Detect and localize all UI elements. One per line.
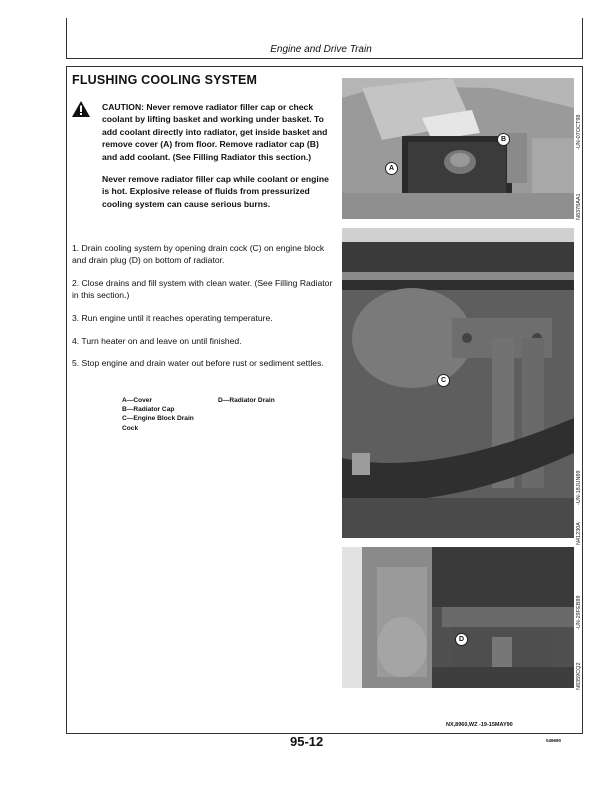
photo-2-id-a: N41230A xyxy=(576,522,582,545)
content-top-rule xyxy=(66,66,583,67)
header-rule xyxy=(66,58,583,59)
legend-item-c-cont: Cock xyxy=(122,424,139,432)
caution-paragraph-1: CAUTION: Never remove radiator filler cap or check coolant by lifting basket and working under basket. To add coolant directly into radiator, get inside basket and remove cover (A) from floor. Remove radiator cap (B) and add coolant. (See Filling Radiator this section.) xyxy=(102,102,328,162)
page-number: 95-12 xyxy=(290,734,324,749)
content-bottom-rule xyxy=(66,733,583,734)
legend-item-a: A—Cover xyxy=(122,397,153,404)
callout-c: C xyxy=(437,374,450,387)
photo-2-id-b: -UN-18JUN89 xyxy=(576,470,582,505)
steps-list xyxy=(72,242,334,380)
callout-d: D xyxy=(455,633,468,646)
step-4: 4. Turn heater on and leave on until finished. xyxy=(72,335,242,346)
legend-column-2 xyxy=(218,396,314,405)
step-5: 5. Stop engine and drain water out before rust or sediment settles. xyxy=(72,358,324,369)
legend-column-1 xyxy=(122,396,214,433)
step-3: 3. Run engine until it reaches operating temperature. xyxy=(72,312,273,323)
caution-block xyxy=(102,101,334,220)
content-frame-right xyxy=(582,66,583,734)
photo-radiator-cover xyxy=(342,78,574,219)
legend-item-c: C—Engine Block Drain xyxy=(122,415,194,423)
photo-1-id-b: -UN-07OCT98 xyxy=(576,114,582,150)
photo-engine-block-drain xyxy=(342,228,574,538)
step-1: 1. Drain cooling system by opening drain cock (C) on engine block and drain plug (D) on bottom of radiator. xyxy=(72,243,325,266)
caution-paragraph-2: Never remove radiator filler cap while coolant or engine is hot. Explosive release of fluids from pressurized cooling system can cause serious burns. xyxy=(102,174,329,209)
legend-item-b: B—Radiator Cap xyxy=(122,406,175,414)
section-title: FLUSHING COOLING SYSTEM xyxy=(72,73,258,87)
callout-a: A xyxy=(385,162,398,175)
page-frame-right-top xyxy=(582,18,583,58)
photo-3-id-b: -UN-29FEB89 xyxy=(576,595,582,630)
photo-1-id-a: N8378AA1 xyxy=(576,193,582,220)
footer-code: NX,8960,WZ -19-15MAY90 xyxy=(446,722,513,728)
warning-triangle-icon xyxy=(72,101,90,117)
step-2: 2. Close drains and fill system with clean water. (See Filling Radiator in this section.) xyxy=(72,277,333,301)
content-frame-left xyxy=(66,66,67,734)
footer-ref: 049690 xyxy=(546,738,562,743)
legend-item-d: D—Radiator Drain xyxy=(218,397,275,404)
header-title: Engine and Drive Train xyxy=(270,44,372,55)
photo-3-id-a: N8359CQ2 xyxy=(576,662,582,690)
photo-radiator-drain xyxy=(342,547,574,688)
callout-b: B xyxy=(497,133,510,146)
